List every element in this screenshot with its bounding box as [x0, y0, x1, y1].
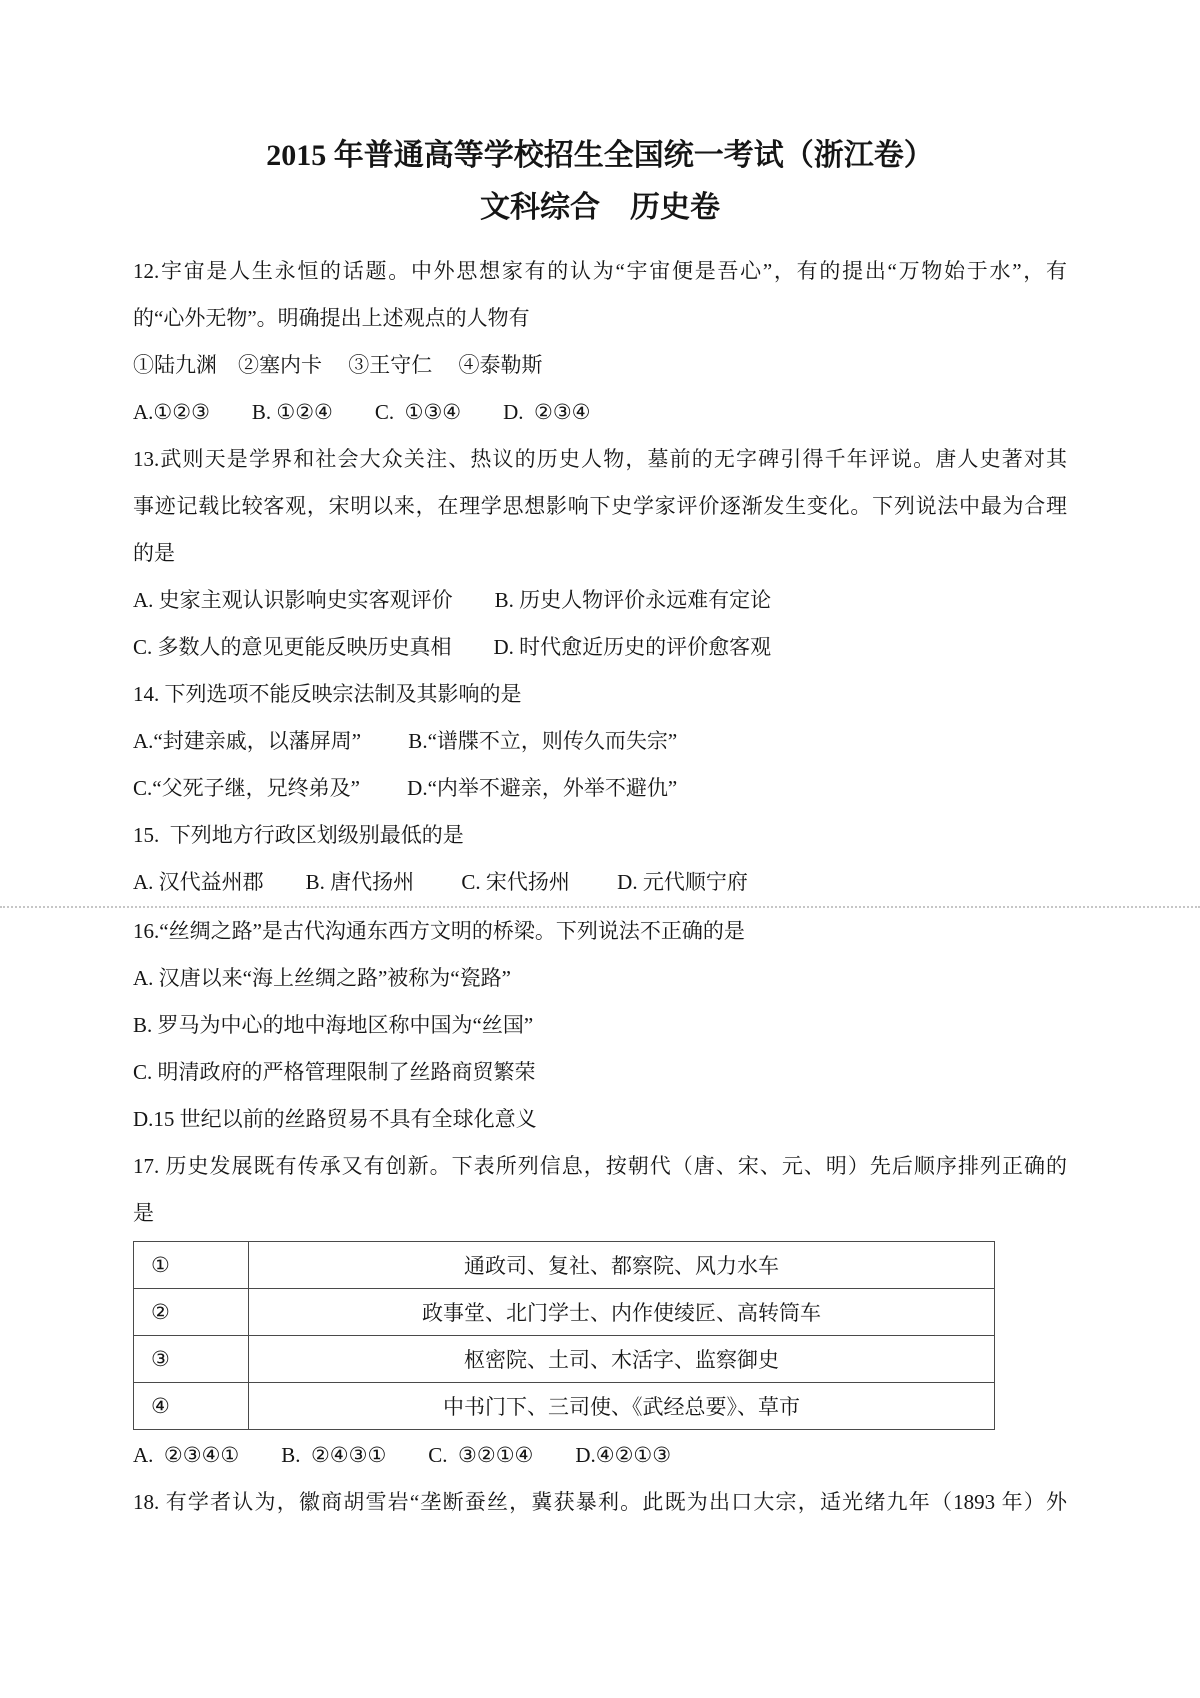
q17-row-content: 政事堂、北门学士、内作使绫匠、高转筒车 — [249, 1289, 995, 1336]
q16-option-c: C. 明清政府的严格管理限制了丝路商贸繁荣 — [133, 1060, 536, 1084]
q14-options-cd: C.“父死子继，兄终弟及” D.“内举不避亲，外举不避仇” — [133, 776, 678, 800]
q15-options: A. 汉代益州郡 B. 唐代扬州 C. 宋代扬州 D. 元代顺宁府 — [133, 870, 748, 894]
q17-stem-line-2: 是 — [133, 1201, 154, 1225]
q17-row-content: 中书门下、三司使、《武经总要》、草市 — [249, 1383, 995, 1430]
q17-stem-line-1: 17. 历史发展既有传承又有创新。下表所列信息，按朝代（唐、宋、元、明）先后顺序排列正确的 — [133, 1154, 1067, 1178]
q13-options-cd: C. 多数人的意见更能反映历史真相 D. 时代愈近历史的评价愈客观 — [133, 635, 772, 659]
q13-stem-line-2: 事迹记载比较客观，宋明以来，在理学思想影响下史学家评价逐渐发生变化。下列说法中最为合理 — [133, 494, 1067, 518]
q15-stem: 15. 下列地方行政区划级别最低的是 — [133, 823, 464, 847]
q17-table-row-1 — [134, 1242, 995, 1289]
q17-row-content: 通政司、复社、都察院、风力水车 — [249, 1242, 995, 1289]
q14-options-ab: A.“封建亲戚，以藩屏周” B.“谱牒不立，则传久而失宗” — [133, 729, 678, 753]
q13-options-ab: A. 史家主观认识影响史实客观评价 B. 历史人物评价永远难有定论 — [133, 588, 772, 612]
q17-table-row-3 — [134, 1336, 995, 1383]
q18-stem-line-1: 18. 有学者认为，徽商胡雪岩“垄断蚕丝，冀获暴利。此既为出口大宗，适光绪九年（1893 年）外 — [133, 1490, 1067, 1514]
q17-row-number: ② — [134, 1289, 249, 1336]
q16-option-d: D.15 世纪以前的丝路贸易不具有全球化意义 — [133, 1107, 537, 1131]
q17-row-number: ④ — [134, 1383, 249, 1430]
q12-stem-line-2: 的“心外无物”。明确提出上述观点的人物有 — [133, 306, 530, 330]
q17-row-content: 枢密院、土司、木活字、监察御史 — [249, 1336, 995, 1383]
q17-row-number: ③ — [134, 1336, 249, 1383]
q12-options: A.①②③ B. ①②④ C. ①③④ D. ②③④ — [133, 400, 591, 424]
q14-stem: 14. 下列选项不能反映宗法制及其影响的是 — [133, 682, 522, 706]
q17-table-row-2 — [134, 1289, 995, 1336]
q17-options: A. ②③④① B. ②④③① C. ③②①④ D.④②①③ — [133, 1443, 672, 1467]
q16-stem: 16.“丝绸之路”是古代沟通东西方文明的桥梁。下列说法不正确的是 — [133, 919, 745, 943]
q16-option-a: A. 汉唐以来“海上丝绸之路”被称为“瓷路” — [133, 966, 511, 990]
q13-stem-line-1: 13.武则天是学界和社会大众关注、热议的历史人物，墓前的无字碑引得千年评说。唐人史著对其 — [133, 447, 1067, 471]
q17-row-number: ① — [134, 1242, 249, 1289]
exam-subtitle: 文科综合 历史卷 — [480, 191, 720, 224]
q13-stem-line-3: 的是 — [133, 541, 175, 565]
question-blocks — [133, 248, 1067, 1526]
q17-table — [133, 1241, 995, 1430]
q12-stem-line-1: 12.宇宙是人生永恒的话题。中外思想家有的认为“宇宙便是吾心”，有的提出“万物始于水”，有 — [133, 259, 1067, 283]
exam-title: 2015 年普通高等学校招生全国统一考试（浙江卷） — [266, 139, 934, 172]
q16-option-b: B. 罗马为中心的地中海地区称中国为“丝国” — [133, 1013, 534, 1037]
q12-items: ①陆九渊 ②塞内卡 ③王守仁 ④泰勒斯 — [133, 353, 543, 377]
q17-table-row-4 — [134, 1383, 995, 1430]
